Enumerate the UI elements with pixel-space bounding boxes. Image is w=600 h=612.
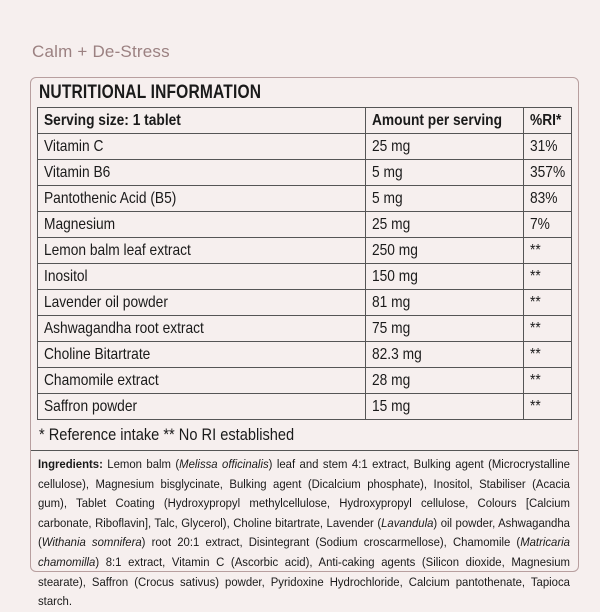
nutrient-name: Magnesium: [38, 212, 366, 238]
nutrient-ri: 7%: [524, 212, 572, 238]
nutrient-name: Lemon balm leaf extract: [38, 238, 366, 264]
nutrient-ri: **: [524, 316, 572, 342]
nutrient-name: Choline Bitartrate: [38, 342, 366, 368]
nutrient-name: Ashwagandha root extract: [38, 316, 366, 342]
nutrient-name: Vitamin B6: [38, 160, 366, 186]
nutrient-name: Inositol: [38, 264, 366, 290]
nutrition-panel: [30, 77, 579, 609]
nutrient-amount: 250 mg: [365, 238, 523, 264]
table-row: [38, 212, 572, 238]
nutrient-amount: 81 mg: [365, 290, 523, 316]
nutrient-name: Lavender oil powder: [38, 290, 366, 316]
nutrient-ri: **: [524, 238, 572, 264]
nutrient-amount: 28 mg: [365, 368, 523, 394]
ingredient-text: ) 8:1 extract, Vitamin C (Ascorbic acid), Anti-caking agents (Silicon dioxide, Magnesium stearate), Saffron (Crocus sativus) powder, Pyridoxine Hydrochloride, Calcium pantothenate, Tapioca starch.: [38, 554, 570, 609]
table-row: [38, 186, 572, 212]
table-row: [38, 316, 572, 342]
table-row: [38, 342, 572, 368]
nutrition-table: [37, 107, 572, 420]
nutrient-ri: **: [524, 342, 572, 368]
nutrient-amount: 150 mg: [365, 264, 523, 290]
ingredient-latin-name: Matricaria chamomilla: [38, 535, 570, 569]
nutrient-ri: **: [524, 394, 572, 420]
header-serving-size: Serving size: 1 tablet: [38, 108, 366, 134]
footnote: * Reference intake ** No RI established: [39, 425, 295, 444]
table-header-row: [38, 108, 572, 134]
ingredient-text: ) oil powder, Ashwagandha (: [38, 515, 570, 550]
nutrient-amount: 5 mg: [365, 160, 523, 186]
table-row: [38, 394, 572, 420]
ingredients-body: [38, 457, 570, 608]
ingredient-text: ) leaf and stem 4:1 extract, Bulking agent (Microcrystalline cellulose), Magnesium bisglycinate, Bulking agent (Dicalcium phosphate), Inositol, Stabiliser (Acacia gum), Tablet Coating (Hydroxypropyl methylcellulose, Hydroxypropyl cellulose, Colours [Calcium carbonate, Riboflavin], Talc, Glycerol), Choline bitartrate, Lavender (: [38, 457, 570, 530]
nutrient-name: Pantothenic Acid (B5): [38, 186, 366, 212]
nutrient-amount: 5 mg: [365, 186, 523, 212]
ingredient-latin-name: Lavandula: [381, 515, 434, 530]
table-row: [38, 290, 572, 316]
ingredient-latin-name: Melissa officinalis: [179, 457, 269, 471]
page-title: Calm + De-Stress: [32, 42, 170, 61]
ingredient-text: Lemon balm (: [102, 457, 180, 471]
divider: [31, 450, 578, 451]
nutrient-amount: 75 mg: [365, 316, 523, 342]
nutrient-amount: 15 mg: [365, 394, 523, 420]
nutrient-name: Vitamin C: [38, 134, 366, 160]
table-row: [38, 160, 572, 186]
ingredients-text: [38, 455, 570, 612]
nutrient-ri: 357%: [524, 160, 572, 186]
table-row: [38, 264, 572, 290]
nutrient-ri: 83%: [524, 186, 572, 212]
header-ri: %RI*: [524, 108, 572, 134]
ingredient-text: ) root 20:1 extract, Disintegrant (Sodium croscarmellose), Chamomile (: [141, 535, 521, 550]
nutrient-name: Saffron powder: [38, 394, 366, 420]
table-row: [38, 238, 572, 264]
ingredient-latin-name: Withania somnifera: [41, 535, 142, 550]
nutrient-name: Chamomile extract: [38, 368, 366, 394]
nutrient-ri: 31%: [524, 134, 572, 160]
table-row: [38, 134, 572, 160]
nutrient-ri: **: [524, 290, 572, 316]
nutrient-ri: **: [524, 264, 572, 290]
nutrient-amount: 25 mg: [365, 212, 523, 238]
nutrient-ri: **: [524, 368, 572, 394]
header-amount: Amount per serving: [365, 108, 523, 134]
ingredients-label: Ingredients:: [38, 457, 103, 471]
nutrient-amount: 25 mg: [365, 134, 523, 160]
nutrient-amount: 82.3 mg: [365, 342, 523, 368]
panel-heading: NUTRITIONAL INFORMATION: [39, 82, 262, 103]
table-row: [38, 368, 572, 394]
